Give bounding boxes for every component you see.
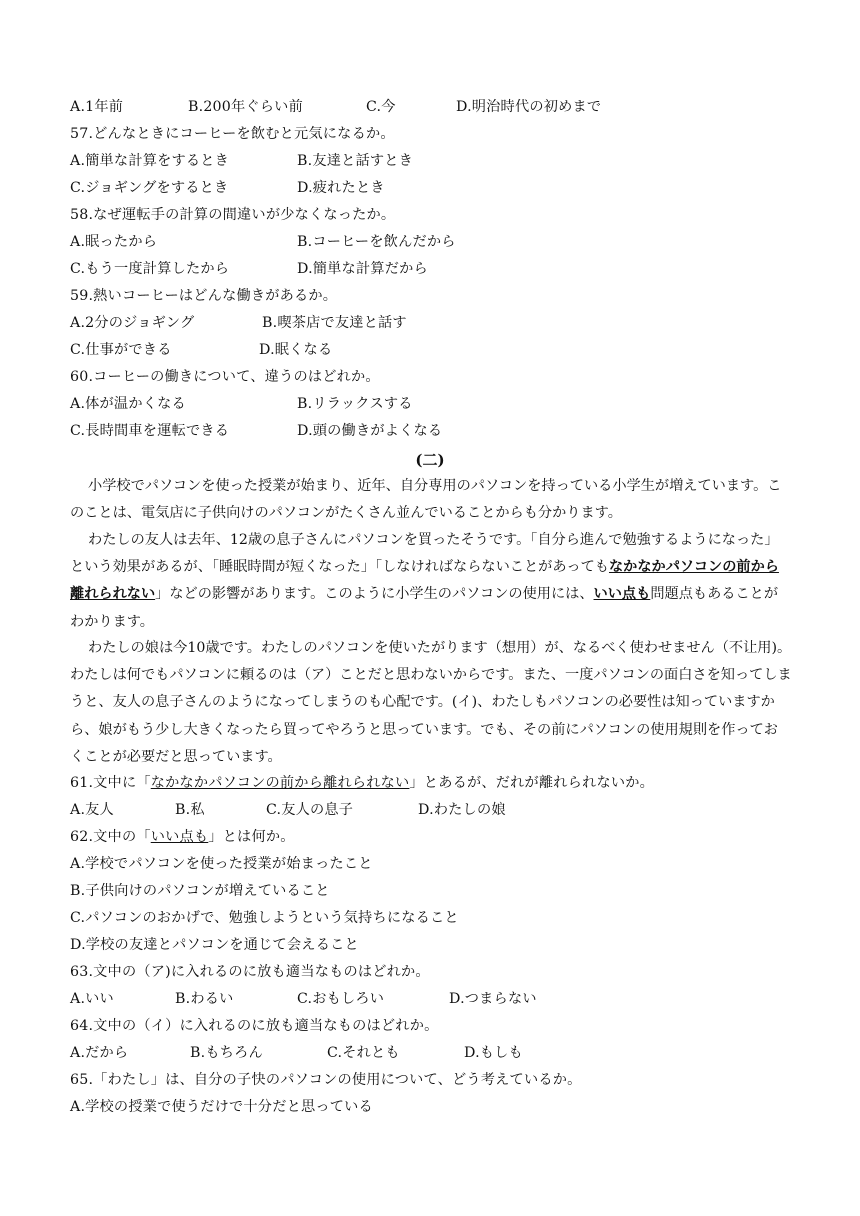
q61-option-d: D.わたしの娘 — [418, 802, 506, 818]
q64-option-c: C.それとも — [327, 1045, 400, 1061]
q59-option-b: B.喫茶店で友達と話す — [262, 315, 407, 331]
section-heading: (二) — [415, 451, 445, 469]
q58-question: 58.なぜ運転手の計算の間違いが少なくなったか。 — [70, 207, 396, 223]
q59-option-a: A.2分のジョギング — [70, 315, 195, 331]
q56-option-a: A.1年前 — [70, 99, 124, 115]
passage-underline-2: いい点も — [593, 586, 651, 603]
q63-option-c: C.おもしろい — [297, 991, 385, 1007]
q56-option-c: C.今 — [366, 99, 396, 115]
q56-option-b: B.200年ぐらい前 — [188, 99, 303, 115]
q63-option-b: B.わるい — [175, 991, 234, 1007]
q63-question: 63.文中の（ア)に入れるのに放も適当なものはどれか。 — [70, 964, 430, 980]
q57-option-d: D.疲れたとき — [297, 180, 385, 196]
passage-p3-text: わたしの娘は今10歳です。わたしのパソコンを使いたがります（想用）が、なるべく使わせません（不让用)。わたしは何でもパソコンに頼るのは（ア）ことだと思わないからです。また、一度パソコンの面白さを知ってしまうと、友人の息子さんのようになってしまうのも心配です。(イ)、わたしもパソコンの必要性は知っていますから、娘がもう少し大きくなったら買ってやろうと思っています。でも、その前にパソコンの使用規則を作っておくことが必要だと思っています。 — [70, 640, 792, 765]
q64-option-a: A.だから — [70, 1045, 129, 1061]
q61-option-a: A.友人 — [70, 802, 114, 818]
q62-option-d: D.学校の友達とパソコンを通じて会えること — [70, 937, 359, 953]
q64-option-b: B.もちろん — [190, 1045, 263, 1061]
q63-option-a: A.いい — [70, 991, 114, 1007]
q60-option-c: C.長時間車を運転できる — [70, 423, 230, 439]
q57-question: 57.どんなときにコーヒーを飲むと元気になるか。 — [70, 126, 395, 142]
passage-p1-text: 小学校でパソコンを使った授業が始まり、近年、自分専用のパソコンを持っている小学生が増えています。このことは、電気店に子供向けのパソコンがたくさん並んでいることからも分かります。 — [70, 478, 782, 522]
q62-option-c: C.パソコンのおかげで、勉強しようという気持ちになること — [70, 910, 459, 926]
q58-option-d: D.簡単な計算だから — [297, 261, 428, 277]
q60-option-a: A.体が温かくなる — [70, 396, 186, 412]
q62-question-suffix: 」とは何か。 — [208, 829, 295, 845]
q60-question: 60.コーヒーの働きについて、違うのはどれか。 — [70, 369, 380, 385]
q61-option-c: C.友人の息子 — [266, 802, 354, 818]
passage-paragraph-3 — [70, 635, 792, 771]
q62-option-a: A.学校でパソコンを使った授業が始まったこと — [70, 856, 373, 872]
q61-option-b: B.私 — [175, 802, 205, 818]
q62-question-prefix: 62.文中の「 — [70, 829, 151, 845]
q61-question — [70, 773, 654, 793]
q59-option-d: D.眠くなる — [259, 342, 333, 358]
q62-question — [70, 827, 295, 847]
passage-p2-text-a: わたしの友人は去年、12歳の息子さんにパソコンを買ったそうです。「自分ら進んで勉強するようになった」という効果があるが、「睡眠時間が短くなった」「しなければならないことがあっても — [70, 532, 779, 576]
q57-option-b: B.友達と話すとき — [297, 153, 414, 169]
passage-underline-1: なかなかパソコンの前から離れられない — [70, 559, 779, 603]
q63-option-d: D.つまらない — [449, 991, 537, 1007]
q57-option-c: C.ジョギングをするとき — [70, 180, 229, 196]
q61-question-suffix: 」とあるが、だれが離れられないか。 — [409, 775, 655, 791]
passage-p2-text-c: 問題点もあることがわかります。 — [70, 586, 779, 630]
q59-question: 59.熱いコーヒーはどんな働きがあるか。 — [70, 288, 338, 304]
passage-paragraph-2 — [70, 527, 792, 636]
q65-option-a: A.学校の授業で使うだけで十分だと思っている — [70, 1099, 373, 1115]
q62-question-quote: いい点も — [150, 829, 209, 845]
q60-option-b: B.リラックスする — [297, 396, 413, 412]
q58-option-c: C.もう一度計算したから — [70, 261, 230, 277]
passage-paragraph-1 — [70, 473, 792, 527]
q60-option-d: D.頭の働きがよくなる — [297, 423, 443, 439]
q61-question-quote: なかなかパソコンの前から離れられない — [150, 775, 410, 791]
q64-option-d: D.もしも — [464, 1045, 523, 1061]
q62-option-b: B.子供向けのパソコンが増えていること — [70, 883, 330, 899]
q58-option-b: B.コーヒーを飲んだから — [297, 234, 456, 250]
q57-option-a: A.簡単な計算をするとき — [70, 153, 230, 169]
passage-p2-text-b: 」などの影響があります。このように小学生のパソコンの使用には、 — [155, 586, 594, 603]
q58-option-a: A.眠ったから — [70, 234, 158, 250]
q56-option-d: D.明治時代の初めまで — [456, 99, 602, 115]
q61-question-prefix: 61.文中に「 — [70, 775, 151, 791]
q59-option-c: C.仕事ができる — [70, 342, 172, 358]
q65-question: 65.「わたし」は、自分の子快のパソコンの使用について、どう考えているか。 — [70, 1072, 582, 1088]
q64-question: 64.文中の（イ）に入れるのに放も適当なものはどれか。 — [70, 1018, 439, 1034]
